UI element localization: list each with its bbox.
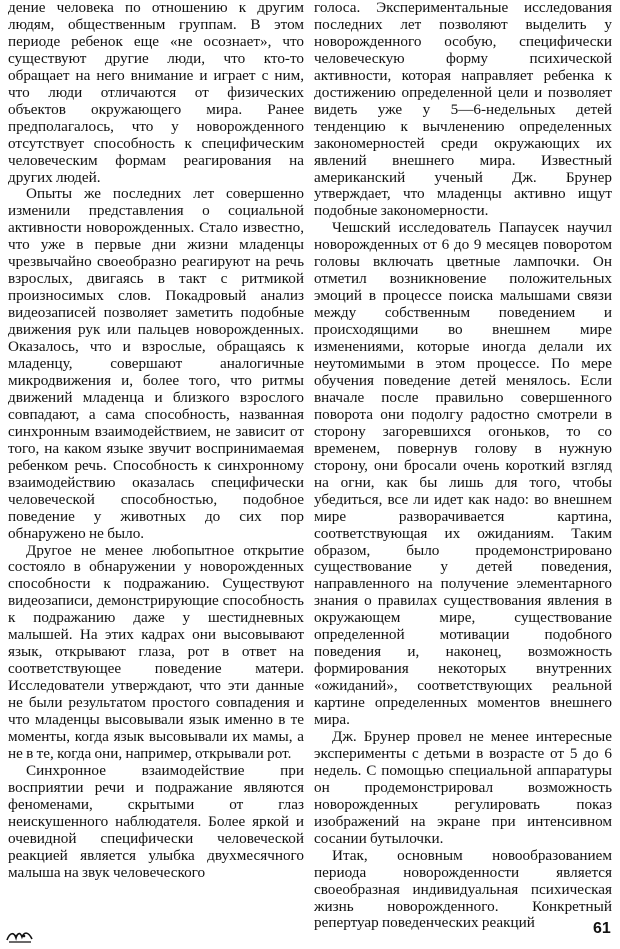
paragraph: Чешский исследователь Папаусек научил новорожденных от 6 до 9 месяцев поворотом головы включать цветные лампочки. Он отметил возникновение положительных эмоций в процессе поиска малышами связи между собственным поведением и происходящими во внешнем мире изменениями, которые иногда делали их неутомимыми в этом процессе. По мере обучения поведение детей менялось. Если вначале после правильно совершенного поворота они подолгу радостно смотрели в сторону загоревшихся огоньков, то со временем, повернув голову в нужную сторону, они бросали очень короткий взгляд на огни, как бы лишь для того, чтобы убедиться, все ли идет как надо: во внешнем мире разворачивается картина, соответствующая их ожиданиям. Таким образом, было продемонстрировано существование у детей поведения, направленного на получение элементарного знания о правилах существования явления в окружающем мире, существование определенной мотивации подобного поведения и, наконец, возможность формирования некоторых внутренних «ожиданий», соответствующих реальной картине определенных моментов внешнего мира.: [314, 219, 612, 729]
paragraph: Дж. Брунер провел не менее интересные эксперименты с детьми в возрасте от 5 до 6 недель. С помощью специальной аппаратуры он продемонстрировал возможность новорожденных регулировать показ изображений на экране при интенсивном сосании бутылочки.: [314, 727, 612, 847]
paragraph: голоса. Экспериментальные исследования последних лет позволяют выделить у новорожденного особую, специфически человеческую форму психической активности, которая направляет ребенка к достижению определенной цели и позволяет видеть уже у 5—6-недельных детей тенденцию к вычленению определенных закономерностей среди окружающих их явлений внешнего мира. Известный американский ученый Дж. Брунер утверждает, что младенцы активно ищут подобные закономерности.: [314, 0, 612, 220]
paragraph: Другое не менее любопытное открытие состояло в обнаружении у новорожденных способности к подражанию. Существуют видеозаписи, демонстрирующие способность к подражанию даже у шестидневных малышей. На этих кадрах они высовывают язык, открывают глаза, рот в ответ на соответствующее поведение матери. Исследователи утверждают, что эти данные не были результатом простого совпадения и что младенцы высовывали язык именно в те моменты, когда язык высовывали их мамы, а не в те, когда они, например, открывали рот.: [8, 541, 304, 762]
right-column: [314, 0, 612, 932]
paragraph: дение человека по отношению к другим людям, общественным группам. В этом периоде ребенок еще «не осознает», что существуют другие люди, что кто-то обращает на него внимание и играет с ним, что люди отличаются от физических объектов окружающего мира. Ранее предполагалось, что у новорожденного отсутствует способность к специфическим человеческим формам реагирования на других людей.: [8, 0, 304, 186]
left-column: [8, 0, 304, 882]
page-number: 61: [593, 920, 611, 937]
paragraph: Опыты же последних лет совершенно изменили представления о социальной активности новорожденных. Стало известно, что уже в первые дни жизни младенцы чрезвычайно своеобразно реагируют на речь взрослых, двигаясь в такт с ритмикой произносимых слов. Покадровый анализ видеозаписей позволяет заметить подобные движения рук или пальцев новорожденных. Оказалось, что и взрослые, обращаясь к младенцу, совершают аналогичные микродвижения и, более того, что ритмы движений младенца и близкого взрослого совпадают, а сама способность, названная синхронным взаимодействием, не зависит от того, на каком языке звучит воспринимаемая ребенком речь. Способность к синхронному взаимодействию оказалась специфически человеческой способностью, подобное поведение у животных до сих пор обнаружено не было.: [8, 185, 304, 542]
ornament-icon: [5, 928, 35, 944]
paragraph: Итак, основным новообразованием периода новорожденности является своеобразная индивидуальная психическая жизнь новорожденного. Конкретный репертуар поведенческих реакций: [314, 846, 612, 932]
paragraph: Синхронное взаимодействие при восприятии речи и подражание являются феноменами, скрытыми от глаз неискушенного наблюдателя. Более яркой и очевидной специфически человеческой реакцией является улыбка двухмесячного малыша на звук человеческого: [8, 761, 304, 881]
